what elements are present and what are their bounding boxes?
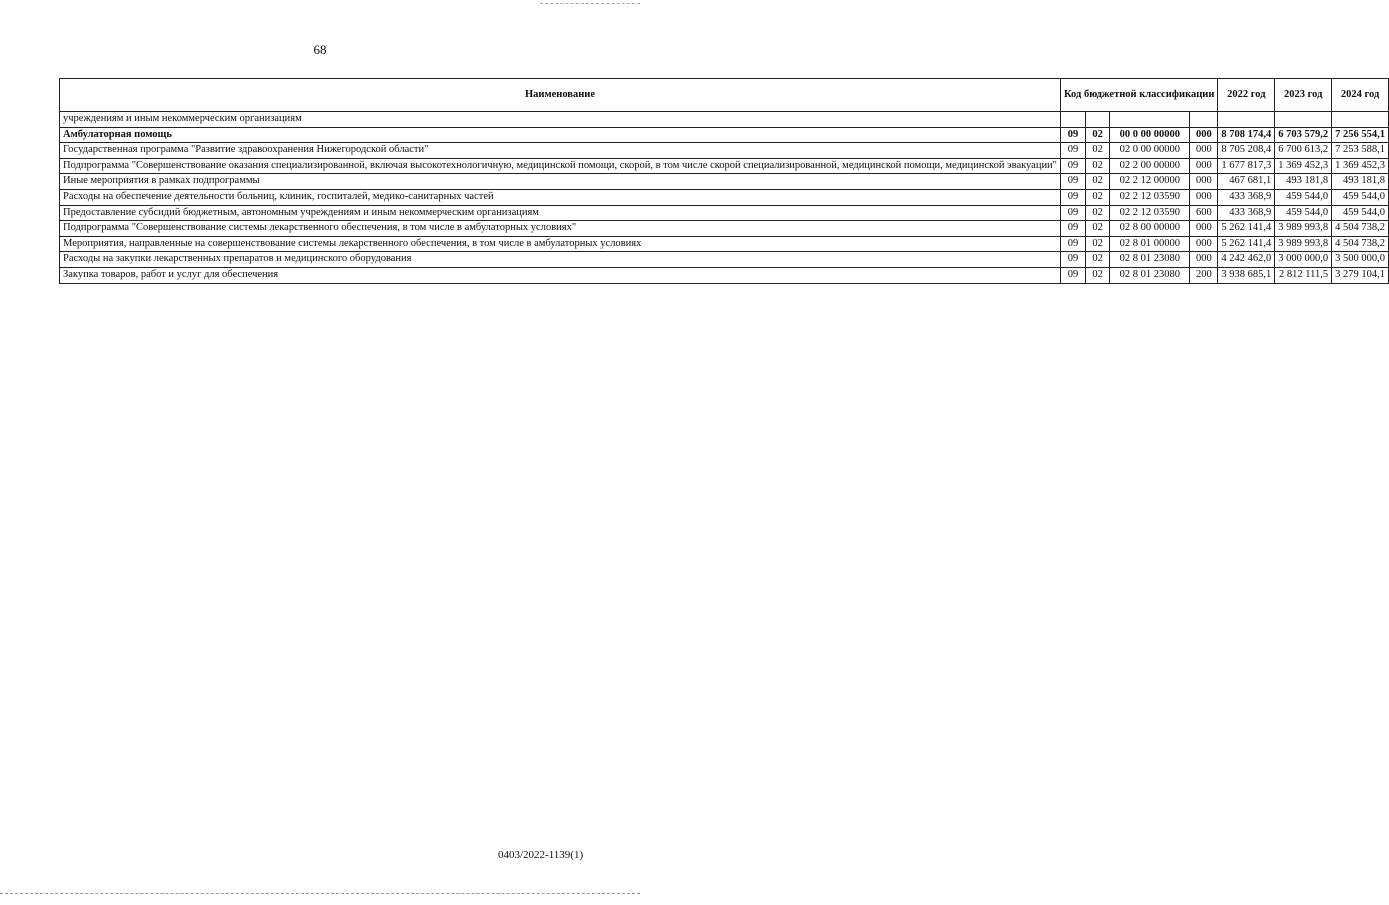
cell-2024: 3 279 104,1: [1332, 267, 1389, 283]
cell-subsection: 02: [1086, 174, 1110, 190]
cell-name: Расходы на обеспечение деятельности больниц, клиник, госпиталей, медико-санитарных частей: [60, 189, 1061, 205]
cell-section: 09: [1060, 252, 1085, 268]
cell-2024: 459 544,0: [1332, 205, 1389, 221]
cell-subsection: 02: [1086, 252, 1110, 268]
cell-2024: 493 181,8: [1332, 174, 1389, 190]
cell-name: Расходы на закупки лекарственных препаратов и медицинского оборудования: [60, 252, 1061, 268]
cell-target-article: 02 0 00 00000: [1110, 143, 1190, 159]
cell-subsection: 02: [1086, 267, 1110, 283]
cell-expense-type: 000: [1190, 221, 1218, 237]
cell-subsection: 02: [1086, 205, 1110, 221]
cell-expense-type: 000: [1190, 158, 1218, 174]
cell-2024: 4 504 738,2: [1332, 236, 1389, 252]
cell-2022: 5 262 141,4: [1218, 236, 1275, 252]
cell-2023: 3 989 993,8: [1275, 221, 1332, 237]
cell-section: 09: [1060, 236, 1085, 252]
cell-section: 09: [1060, 205, 1085, 221]
cell-2023: 3 000 000,0: [1275, 252, 1332, 268]
cell-section: 09: [1060, 158, 1085, 174]
table-body: [60, 112, 1389, 284]
cell-target-article: 02 8 01 23080: [1110, 267, 1190, 283]
cell-2023: 1 369 452,3: [1275, 158, 1332, 174]
cell-name: Предоставление субсидий бюджетным, автономным учреждениям и иным некоммерческим организациям: [60, 205, 1061, 221]
table-header-row: [60, 79, 1389, 112]
cell-target-article: 02 8 00 00000: [1110, 221, 1190, 237]
cell-name: Мероприятия, направленные на совершенствование системы лекарственного обеспечения, в том числе в амбулаторных условиях: [60, 236, 1061, 252]
cell-expense-type: 200: [1190, 267, 1218, 283]
table-row: [60, 112, 1389, 128]
cell-name: Подпрограмма "Совершенствование оказания специализированной, включая высокотехнологичную, медицинской помощи, скорой, в том числе скорой специализированной, медицинской помощи, медицинской эвакуации": [60, 158, 1061, 174]
scan-edge-bottom: [0, 893, 640, 894]
header-2024: 2024 год: [1332, 79, 1389, 112]
cell-expense-type: 000: [1190, 174, 1218, 190]
cell-expense-type: 000: [1190, 143, 1218, 159]
cell-2022: 4 242 462,0: [1218, 252, 1275, 268]
table-row: [60, 267, 1389, 283]
table-row: [60, 205, 1389, 221]
cell-2022: 467 681,1: [1218, 174, 1275, 190]
cell-subsection: 02: [1086, 143, 1110, 159]
cell-2023: 6 700 613,2: [1275, 143, 1332, 159]
cell-section: 09: [1060, 174, 1085, 190]
cell-2023: 2 812 111,5: [1275, 267, 1332, 283]
cell-subsection: 02: [1086, 236, 1110, 252]
cell-2023: 459 544,0: [1275, 189, 1332, 205]
cell-2023: 459 544,0: [1275, 205, 1332, 221]
cell-2024: 7 256 554,1: [1332, 127, 1389, 143]
document-code: 0403/2022-1139(1): [498, 849, 584, 861]
table-row: [60, 252, 1389, 268]
cell-section: 09: [1060, 143, 1085, 159]
table-row: [60, 127, 1389, 143]
header-kbk: Код бюджетной классификации: [1060, 79, 1217, 112]
table-row: [60, 189, 1389, 205]
cell-section: 09: [1060, 189, 1085, 205]
cell-2023: 6 703 579,2: [1275, 127, 1332, 143]
cell-target-article: 02 8 01 23080: [1110, 252, 1190, 268]
cell-2023: [1275, 112, 1332, 128]
page-number: 68: [313, 42, 327, 57]
table-row: [60, 236, 1389, 252]
cell-2022: [1218, 112, 1275, 128]
cell-2024: 1 369 452,3: [1332, 158, 1389, 174]
cell-target-article: 02 2 12 00000: [1110, 174, 1190, 190]
cell-name: Иные мероприятия в рамках подпрограммы: [60, 174, 1061, 190]
cell-expense-type: 000: [1190, 189, 1218, 205]
cell-2022: 433 368,9: [1218, 189, 1275, 205]
cell-name: учреждениям и иным некоммерческим организациям: [60, 112, 1061, 128]
cell-name: Подпрограмма "Совершенствование системы лекарственного обеспечения, в том числе в амбулаторных условиях": [60, 221, 1061, 237]
cell-2022: 433 368,9: [1218, 205, 1275, 221]
table-row: [60, 158, 1389, 174]
cell-expense-type: 000: [1190, 127, 1218, 143]
cell-name: Амбулаторная помощь: [60, 127, 1061, 143]
cell-section: [1060, 112, 1085, 128]
header-2023: 2023 год: [1275, 79, 1332, 112]
budget-table: [59, 78, 1389, 284]
cell-section: 09: [1060, 127, 1085, 143]
cell-2023: 3 989 993,8: [1275, 236, 1332, 252]
cell-subsection: 02: [1086, 189, 1110, 205]
cell-section: 09: [1060, 267, 1085, 283]
cell-subsection: 02: [1086, 127, 1110, 143]
table-row: [60, 174, 1389, 190]
cell-target-article: 00 0 00 00000: [1110, 127, 1190, 143]
cell-2024: 7 253 588,1: [1332, 143, 1389, 159]
cell-subsection: 02: [1086, 221, 1110, 237]
cell-name: Государственная программа "Развитие здравоохранения Нижегородской области": [60, 143, 1061, 159]
cell-expense-type: 600: [1190, 205, 1218, 221]
table-row: [60, 221, 1389, 237]
cell-2022: 8 708 174,4: [1218, 127, 1275, 143]
cell-section: 09: [1060, 221, 1085, 237]
cell-target-article: 02 2 00 00000: [1110, 158, 1190, 174]
cell-2022: 8 705 208,4: [1218, 143, 1275, 159]
cell-2024: 4 504 738,2: [1332, 221, 1389, 237]
cell-2024: 3 500 000,0: [1332, 252, 1389, 268]
cell-expense-type: 000: [1190, 252, 1218, 268]
scan-edge-top: [540, 3, 640, 4]
cell-target-article: [1110, 112, 1190, 128]
cell-2022: 1 677 817,3: [1218, 158, 1275, 174]
cell-2022: 5 262 141,4: [1218, 221, 1275, 237]
cell-2024: [1332, 112, 1389, 128]
cell-name: Закупка товаров, работ и услуг для обеспечения: [60, 267, 1061, 283]
cell-expense-type: [1190, 112, 1218, 128]
cell-2022: 3 938 685,1: [1218, 267, 1275, 283]
cell-target-article: 02 2 12 03590: [1110, 189, 1190, 205]
cell-target-article: 02 2 12 03590: [1110, 205, 1190, 221]
cell-2023: 493 181,8: [1275, 174, 1332, 190]
cell-2024: 459 544,0: [1332, 189, 1389, 205]
header-name: Наименование: [60, 79, 1061, 112]
cell-subsection: 02: [1086, 158, 1110, 174]
cell-subsection: [1086, 112, 1110, 128]
header-2022: 2022 год: [1218, 79, 1275, 112]
table-row: [60, 143, 1389, 159]
cell-expense-type: 000: [1190, 236, 1218, 252]
cell-target-article: 02 8 01 00000: [1110, 236, 1190, 252]
